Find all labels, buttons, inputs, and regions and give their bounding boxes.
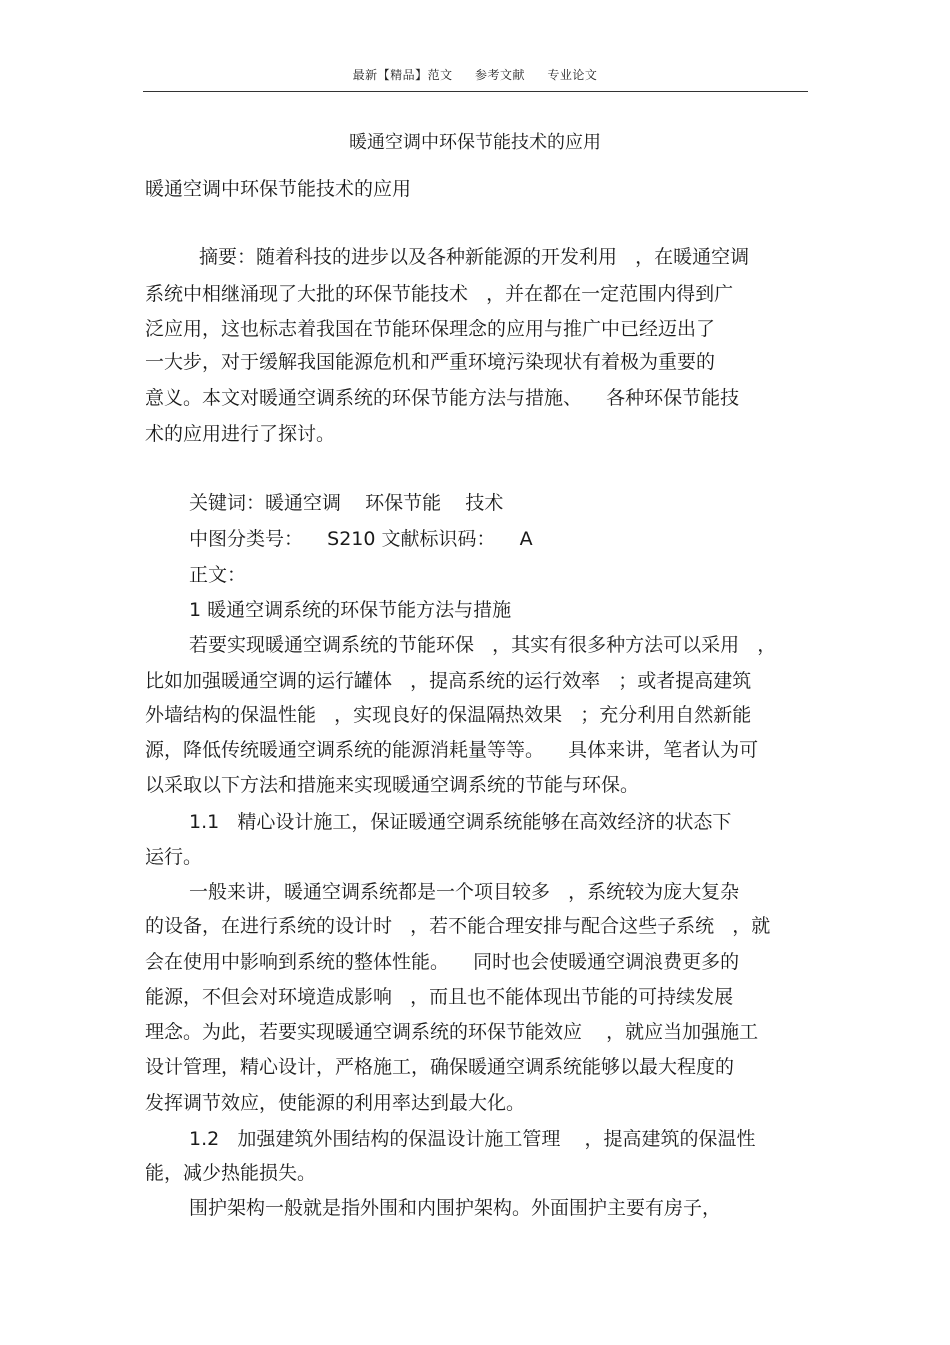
abstract-line: 泛应用，这也标志着我国在节能环保理念的应用与推广中已经迈出了 [145,318,716,340]
keywords: 关键词：暖通空调 环保节能 技术 [189,492,504,514]
document-title: 暖通空调中环保节能技术的应用 [349,132,601,153]
header-item-featured: 最新【精品】范文 [352,68,453,82]
abstract-line: 一大步，对于缓解我国能源危机和严重环境污染现状有着极为重要的 [145,351,716,373]
body-label: 正文： [189,564,247,586]
section-heading-1-1-continued: 运行。 [145,846,203,868]
header-item-references: 参考文献 [474,68,525,82]
section-1-line: 若要实现暖通空调系统的节能环保 ，其实有很多种方法可以采用 ， [189,634,777,656]
section-1-2-line: 围护架构一般就是指外围和内围护架构。外面围护主要有房子， [189,1197,722,1219]
header-item-papers: 专业论文 [547,68,598,82]
section-1-1-line: 的设备，在进行系统的设计时 ，若不能合理安排与配合这些子系统 ，就 [145,915,771,937]
section-heading-1-1: 1.1 精心设计施工，保证暖通空调系统能够在高效经济的状态下 [189,811,732,833]
section-1-line: 源，降低传统暖通空调系统的能源消耗量等等。 具体来讲，笔者认为可 [145,739,759,761]
section-1-1-line: 理念。为此，若要实现暖通空调系统的环保节能效应 ，就应当加强施工 [145,1021,759,1043]
page-header [0,66,950,83]
section-1-1-line: 会在使用中影响到系统的整体性能。 同时也会使暖通空调浪费更多的 [145,951,740,973]
abstract-line: 术的应用进行了探讨。 [145,423,336,445]
section-heading-1: 1 暖通空调系统的环保节能方法与措施 [189,599,512,621]
abstract-line: 意义。本文对暖通空调系统的环保节能方法与措施、 各种环保节能技 [145,387,740,409]
section-1-1-line: 设计管理，精心设计，严格施工，确保暖通空调系统能够以最大程度的 [145,1056,735,1078]
classification-number: 中图分类号： S210 文献标识码： A [189,528,533,550]
section-1-1-line: 能源，不但会对环境造成影响 ，而且也不能体现出节能的可持续发展 [145,986,734,1008]
abstract-line: 摘要：随着科技的进步以及各种新能源的开发利用 ，在暖通空调 [199,246,750,268]
section-heading-1-2: 1.2 加强建筑外围结构的保温设计施工管理 ，提高建筑的保温性 [189,1128,756,1150]
section-1-line: 比如加强暖通空调的运行罐体 ，提高系统的运行效率 ；或者提高建筑 [145,670,752,692]
abstract-line: 系统中相继涌现了大批的环保节能技术 ，并在都在一定范围内得到广 [145,283,734,305]
section-1-line: 以采取以下方法和措施来实现暖通空调系统的节能与环保。 [145,774,640,796]
header-divider [143,91,808,92]
section-heading-1-2-continued: 能，减少热能损失。 [145,1162,317,1184]
section-1-1-line: 发挥调节效应，使能源的利用率达到最大化。 [145,1092,526,1114]
section-1-line: 外墙结构的保温性能 ，实现良好的保温隔热效果 ；充分利用自然新能 [145,704,752,726]
document-subtitle: 暖通空调中环保节能技术的应用 [145,178,412,200]
section-1-1-line: 一般来讲，暖通空调系统都是一个项目较多 ，系统较为庞大复杂 [189,881,740,903]
